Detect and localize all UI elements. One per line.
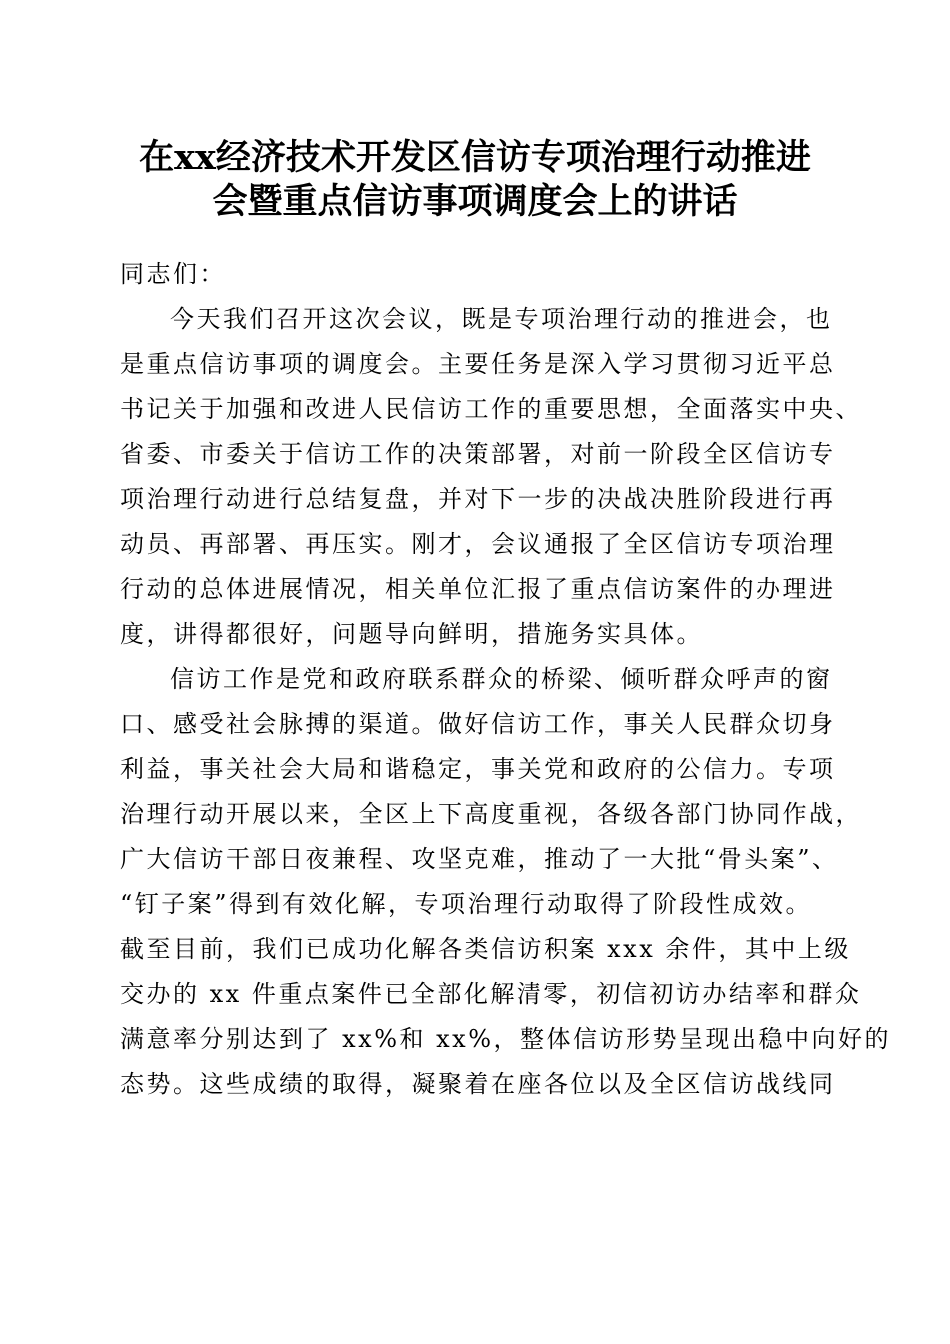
paragraph-line: 口、感受社会脉搏的渠道。做好信访工作，事关人民群众切身 [120,710,836,738]
paragraph-line: 态势。这些成绩的取得，凝聚着在座各位以及全区信访战线同 [120,1070,836,1098]
paragraph-line: 利益，事关社会大局和谐稳定，事关党和政府的公信力。专项 [120,755,836,783]
paragraph-line: 省委、市委关于信访工作的决策部署，对前一阶段全区信访专 [120,440,836,468]
paragraph-line: 截至目前，我们已成功化解各类信访积案 xxx 余件，其中上级 [120,935,851,963]
paragraph-line: 动员、再部署、再压实。刚才，会议通报了全区信访专项治理 [120,530,836,558]
paragraph-line: 治理行动开展以来，全区上下高度重视，各级各部门协同作战， [120,800,862,828]
title-line: 在xx经济技术开发区信访专项治理行动推进 [139,137,811,178]
paragraph-line: 项治理行动进行总结复盘，并对下一步的决战决胜阶段进行再 [120,485,836,513]
page-title [110,136,840,224]
salutation: 同志们： [120,260,226,288]
paragraph-line: “钉子案”得到有效化解，专项治理行动取得了阶段性成效。 [120,890,813,918]
paragraph-2 [120,657,892,1107]
title-line: 会暨重点信访事项调度会上的讲话 [212,181,738,222]
paragraph-line: 满意率分别达到了 xx%和 xx%，整体信访形势呈现出稳中向好的 [120,1025,892,1053]
document-body [120,252,892,1107]
paragraph-line: 度，讲得都很好，问题导向鲜明，措施务实具体。 [120,620,703,648]
paragraph-line: 广大信访干部日夜兼程、攻坚克难，推动了一大批“骨头案”、 [120,845,839,873]
paragraph-line: 行动的总体进展情况，相关单位汇报了重点信访案件的办理进 [120,575,836,603]
paragraph-line: 书记关于加强和改进人民信访工作的重要思想，全面落实中央、 [120,395,862,423]
paragraph-line: 交办的 xx 件重点案件已全部化解清零，初信初访办结率和群众 [120,980,862,1008]
paragraph-line: 是重点信访事项的调度会。主要任务是深入学习贯彻习近平总 [120,350,836,378]
paragraph-line: 今天我们召开这次会议，既是专项治理行动的推进会，也 [170,305,833,333]
paragraph-line: 信访工作是党和政府联系群众的桥梁、倾听群众呼声的窗 [170,665,833,693]
paragraph-1 [120,297,862,657]
